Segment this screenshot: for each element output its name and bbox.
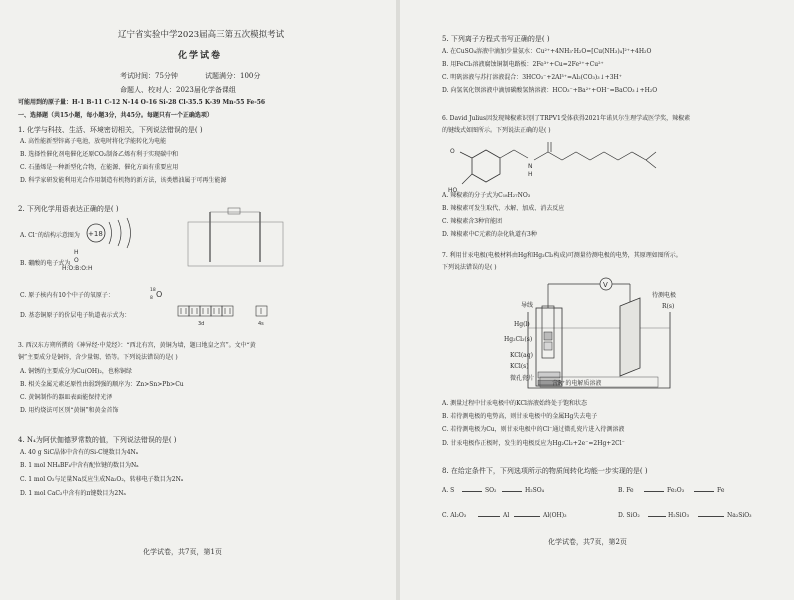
copper-orbital-diagram [178, 306, 278, 328]
section-heading: 一、选择题（共15小题，每小题3分，共45分。每题只有一个正确选项） [18, 112, 213, 119]
page-1 [0, 0, 396, 600]
oxygen-mass: 18 [150, 288, 156, 293]
q8-arrow-c1 [478, 516, 500, 517]
q8-option-b-1: B. Fe [618, 487, 634, 494]
q1-option-d: D. 科学家研发能利用光合作用制造有机物的新方法，该类燃油属于可再生能源 [20, 177, 227, 184]
q8-arrow-b1 [644, 491, 664, 492]
label-frit: 微孔瓷片 [510, 375, 535, 382]
atomic-masses: 可能用到的原子量：H-1 B-11 C-12 N-14 O-16 Si-28 Cl-35.5 K-39 Mn-55 Fe-56 [18, 99, 266, 106]
apparatus-sketch [180, 212, 300, 272]
q8-option-c-1: C. Al₂O₃ [442, 512, 467, 519]
orbital-label-4s: 4s [258, 321, 264, 327]
q4-option-c: C. 1 mol O₂与足量Na反应生成Na₂O₂，转移电子数目为2Nₐ [20, 476, 184, 483]
ion-charge-label: +18 [88, 230, 103, 238]
label-kcl-s: KCl(s) [510, 363, 529, 370]
q7-stem: 7. 利用甘汞电极(电极材料由Hg和Hg₂Cl₂构成)可测量待测电极的电势，其原理如图所示。 [442, 252, 682, 259]
q5-option-c: C. 明矾溶液与苏打溶液混合：3HCO₃⁻+2Al³⁺=Al₂(CO₃)₃↓+3H⁺ [442, 74, 622, 81]
capsaicin-structure [442, 140, 662, 200]
atom-ho: HO [448, 187, 458, 194]
q8-option-c-3: Al(OH)₃ [543, 512, 567, 519]
label-test-electrode: 待测电极 [652, 292, 677, 299]
calomel-electrode-diagram [520, 276, 720, 396]
q3-stem: 3. 西汉东方朔所撰的《神异经·中荒经》：“西北有宫，黄铜为墙，题曰地皇之宫”。文中“黄 [18, 342, 256, 349]
q8-option-a-1: A. S [442, 487, 455, 494]
school-title: 辽宁省实验中学2023届高三第五次模拟考试 [118, 30, 285, 40]
q2-option-a: A. Cl⁻的结构示意图为 [20, 232, 80, 239]
q8-arrow-d1 [648, 516, 666, 517]
q8-arrow-a2 [502, 491, 522, 492]
q2-option-b: B. 硼酸的电子式为 [20, 260, 71, 267]
q7-option-a: A. 测量过程中甘汞电极中的KCl溶液始终处于饱和状态 [442, 400, 587, 407]
chloride-structure-diagram [82, 216, 152, 252]
q8-option-d-3: Na₂SiO₃ [727, 512, 752, 519]
svg-text:H:O:B:O:H: H:O:B:O:H [62, 265, 93, 272]
label-wire: 导线 [521, 302, 534, 309]
q8-option-a-3: H₂SO₄ [525, 487, 545, 494]
oxygen-number: 8 [150, 296, 153, 301]
exam-score: 试题满分：100分 [205, 72, 261, 80]
page-2 [400, 0, 794, 600]
q8-arrow-b2 [694, 491, 714, 492]
page-1-footer: 化学试卷，共7页，第1页 [143, 548, 222, 556]
q6-stem: 6. David Julius因发现辣椒素识别了TRPV1受体获得2021年诺贝尔生理学或医学奖，辣椒素 [442, 115, 691, 122]
page-2-footer: 化学试卷，共7页，第2页 [548, 538, 627, 546]
q4-option-b: B. 1 mol NH₄BF₄中含有配位键的数目为Nₐ [20, 462, 139, 469]
svg-text:H: H [74, 249, 79, 256]
q3-option-a: A. 铜锈的主要成分为Cu(OH)₂，也称铜绿 [20, 368, 132, 375]
atom-o: O [450, 148, 455, 155]
solution-label: 含R⁺的电解质溶液 [552, 380, 602, 387]
boric-acid-structure [62, 248, 122, 278]
q8-option-b-2: Fe₂O₃ [667, 487, 685, 494]
label-rs: R(s) [662, 303, 675, 310]
svg-text:O: O [74, 257, 79, 264]
q6-stem-2: 的键线式如图所示。下列说法正确的是( ) [442, 127, 551, 134]
oxygen-symbol: O [156, 290, 163, 299]
q1-option-c: C. 石墨烯是一种新型化合物，在能源、催化方面有重要应用 [20, 164, 179, 171]
q6-option-a: A. 辣椒素的分子式为C₁₈H₂₇NO₃ [442, 192, 531, 199]
voltmeter-label: V [603, 281, 608, 289]
oxygen-isotope [150, 286, 170, 302]
q4-option-a: A. 40 g SiC晶体中含有的Si-C键数目为4Nₐ [20, 449, 139, 456]
q8-arrow-d2 [698, 516, 724, 517]
orbital-label-3d: 3d [198, 321, 205, 327]
label-hg2cl2: Hg₂Cl₂(s) [504, 336, 533, 343]
q5-option-d: D. 向氢氧化钡溶液中滴加碳酸氢钠溶液：HCO₃⁻+Ba²⁺+OH⁻=BaCO₃↓+H₂O [442, 87, 658, 94]
q5-stem: 5. 下列离子方程式书写正确的是( ) [442, 35, 550, 43]
q8-arrow-a1 [462, 491, 482, 492]
label-hg: Hg(l) [514, 321, 530, 328]
q8-stem: 8. 在给定条件下，下列选项所示的物质间转化均能一步实现的是( ) [442, 467, 648, 475]
q1-option-a: A. 高性能新型锌离子电池，放电时将化学能转化为电能 [20, 138, 167, 145]
q6-option-c: C. 辣椒素含3种官能团 [442, 218, 503, 225]
q3-stem-2: 铜”主要成分是铜锌，含少量锡、铅等。下列说法错误的是( ) [18, 354, 178, 361]
q6-option-b: B. 辣椒素可发生取代、水解、加成、消去反应 [442, 205, 565, 212]
q8-option-c-2: Al [503, 512, 510, 519]
q5-option-a: A. 在CuSO₄溶液中滴加少量氨水：Cu²⁺+4NH₃·H₂O=[Cu(NH₃)₄]²⁺+4H₂O [442, 48, 652, 55]
q3-option-c: C. 黄铜制作的器皿表面能保持光泽 [20, 394, 113, 401]
q4-option-d: D. 1 mol CaC₂中含有的π键数目为2Nₐ [20, 490, 126, 497]
label-kcl-aq: KCl(aq) [510, 352, 533, 359]
q8-option-b-3: Fe [717, 487, 725, 494]
q1-option-b: B. 选择性催化剂电催化还原CO₂制备乙烯有利于实现碳中和 [20, 151, 179, 158]
q8-option-d-1: D. SiO₂ [618, 512, 640, 519]
q7-option-b: B. 若待测电极的电势高，则甘汞电极中的金属Hg失去电子 [442, 413, 598, 420]
exam-authors: 命题人、校对人：2023届化学备课组 [120, 86, 236, 94]
q7-stem-2: 下列说法错误的是( ) [442, 264, 497, 271]
q8-option-d-2: H₂SiO₃ [668, 512, 689, 519]
q5-option-b: B. 用FeCl₃溶液腐蚀铜制电路板：2Fe³⁺+Cu=2Fe²⁺+Cu²⁺ [442, 61, 604, 68]
q6-option-d: D. 辣椒素中C元素的杂化轨道有3种 [442, 231, 537, 238]
q8-arrow-c2 [514, 516, 540, 517]
exam-time: 考试时间：75分钟 [120, 72, 178, 80]
q4-stem: 4. N₄为阿伏伽德罗常数的值，下列说法错误的是( ) [18, 436, 177, 444]
atom-n: N [528, 163, 533, 170]
q2-stem: 2. 下列化学用语表达正确的是( ) [18, 205, 119, 213]
q7-option-c: C. 若待测电极为Cu，则甘汞电极中的Cl⁻通过微孔瓷片进入待测溶液 [442, 426, 625, 433]
subject-title: 化学试卷 [178, 51, 223, 61]
q3-option-d: D. 用灼烧法可区别“黄铜”和黄金首饰 [20, 407, 119, 414]
q2-option-c: C. 原子核内有10个中子的氧原子： [20, 292, 114, 299]
atom-h: H [528, 171, 533, 178]
q1-stem: 1. 化学与科技、生活、环境密切相关，下列说法错误的是( ) [18, 126, 203, 134]
q2-option-d: D. 基态铜原子的价层电子轨道表示式为： [20, 312, 131, 319]
q8-option-a-2: SO₂ [485, 487, 497, 494]
q3-option-b: B. 相关金属元素还原性由弱到强的顺序为：Zn>Sn>Pb>Cu [20, 381, 184, 388]
q7-option-d: D. 甘汞电极作正极时，发生的电极反应为Hg₂Cl₂+2e⁻=2Hg+2Cl⁻ [442, 440, 625, 447]
